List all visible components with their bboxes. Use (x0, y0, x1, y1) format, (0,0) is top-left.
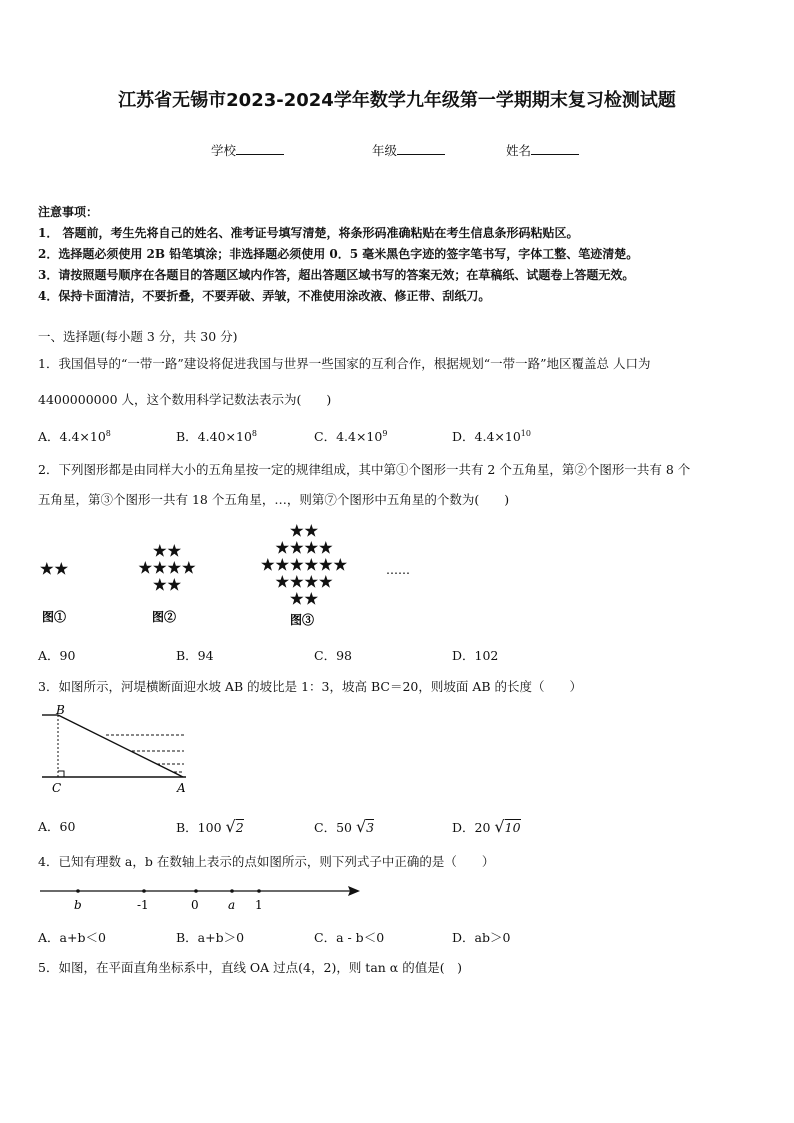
q1-option-d[interactable]: D．$4.4\times 10^{10}$ (452, 428, 531, 444)
star-icon (276, 558, 289, 571)
star-icon (55, 562, 68, 575)
star-icon (305, 541, 318, 554)
school-label: 学校 (211, 143, 237, 158)
q4-option-d[interactable]: D．ab＞0 (452, 930, 511, 945)
q4-option-c[interactable]: C．a - b＜0 (314, 930, 385, 945)
notes-heading: 注意事项： (38, 205, 99, 219)
star-icon (153, 561, 166, 574)
q2-option-b[interactable]: B．94 (176, 648, 214, 663)
axis-label-1: 1 (255, 898, 263, 912)
star-icon (305, 575, 318, 588)
label-a: A (177, 781, 186, 795)
star-icon (319, 558, 332, 571)
name-field (506, 141, 579, 159)
slope-diagram (36, 704, 196, 798)
star-icon (276, 541, 289, 554)
name-label: 姓名 (506, 143, 532, 158)
q1-option-c[interactable]: C．$4.4\times 10^9$ (314, 428, 388, 444)
q1-text-2: 4400000000 人，这个数用科学记数法表示为( ) (38, 392, 332, 407)
grade-label: 年级 (372, 143, 398, 158)
q4-text: 4．已知有理数 a，b 在数轴上表示的点如图所示，则下列式子中正确的是（ ） (38, 854, 495, 869)
q4-option-a[interactable]: A．a+b＜0 (38, 930, 106, 945)
star-icon (290, 541, 303, 554)
q4-option-b[interactable]: B．a+b＞0 (176, 930, 245, 945)
star-icon (261, 558, 274, 571)
school-field (211, 141, 284, 159)
axis-label-b: b (74, 898, 82, 912)
q3-option-a[interactable]: A．60 (38, 819, 76, 834)
axis-label-neg1: -1 (137, 898, 149, 912)
q2-option-a[interactable]: A．90 (38, 648, 76, 663)
q2-option-d[interactable]: D．102 (452, 648, 499, 663)
q1-text: 1．我国倡导的“一带一路”建设将促进我国与世界一些国家的互利合作，根据规划“一带一路”地区覆盖总 人口为 (38, 356, 651, 371)
note-item: 4．保持卡面清洁，不要折叠，不要弄破、弄皱，不准使用涂改液、修正带、刮纸刀。 (38, 289, 491, 303)
star-icon (305, 558, 318, 571)
note-item: 3．请按照题号顺序在各题目的答题区域内作答，超出答题区域书写的答案无效；在草稿纸、试题卷上答题无效。 (38, 268, 635, 282)
q2-option-c[interactable]: C．98 (314, 648, 352, 663)
name-blank[interactable] (531, 142, 579, 155)
figure-2-stars (139, 544, 196, 591)
axis-label-a: a (228, 898, 236, 912)
star-icon (40, 562, 53, 575)
star-icon (153, 578, 166, 591)
fig-label-3: 图③ (290, 613, 315, 627)
star-icon (276, 575, 289, 588)
star-icon (290, 575, 303, 588)
grade-blank[interactable] (397, 142, 445, 155)
label-c: C (52, 781, 62, 795)
label-b: B (56, 704, 65, 717)
q5-text: 5．如图，在平面直角坐标系中，直线 OA 过点(4，2)，则 tan α 的值是( ) (38, 960, 462, 975)
star-icon (319, 575, 332, 588)
q1-option-a[interactable]: A．$4.4\times 10^8$ (38, 428, 111, 444)
q3-text: 3．如图所示，河堤横断面迎水坡 AB 的坡比是 1：3，坡高 BC＝20，则坡面 AB 的长度（ ） (38, 679, 583, 694)
q1-option-b[interactable]: B．$4.40\times 10^8$ (176, 428, 257, 444)
star-icon (319, 541, 332, 554)
star-icon (334, 558, 347, 571)
ellipsis: …… (386, 563, 410, 577)
star-icon (290, 558, 303, 571)
star-icon (153, 544, 166, 557)
star-icon (305, 592, 318, 605)
grade-field (372, 141, 445, 159)
figure-1-stars (40, 562, 68, 575)
figure-3-stars (261, 524, 347, 605)
school-blank[interactable] (236, 142, 284, 155)
q3-option-d[interactable]: D．20 √10 (452, 817, 521, 836)
axis-label-0: 0 (191, 898, 199, 912)
q2-text-2: 五角星，第③个图形一共有 18 个五角星，…，则第⑦个图形中五角星的个数为( ) (38, 492, 510, 507)
star-icon (290, 524, 303, 537)
note-item: 2．选择题必须使用 2B 铅笔填涂；非选择题必须使用 0．5 毫米黑色字迹的签字笔书写，字体工整、笔迹清楚。 (38, 247, 639, 261)
q2-text: 2．下列图形都是由同样大小的五角星按一定的规律组成，其中第①个图形一共有 2 个五角星，第②个图形一共有 8 个 (38, 462, 691, 477)
star-icon (168, 578, 181, 591)
star-icon (182, 561, 195, 574)
star-icon (305, 524, 318, 537)
fig-label-2: 图② (152, 610, 177, 624)
q3-option-c[interactable]: C．50 √3 (314, 817, 375, 836)
star-icon (139, 561, 152, 574)
page-title: 江苏省无锡市2023-2024学年数学九年级第一学期期末复习检测试题 (118, 90, 676, 111)
number-line (38, 880, 368, 914)
star-icon (168, 561, 181, 574)
q3-option-b[interactable]: B．100 √2 (176, 817, 244, 836)
fig-label-1: 图① (42, 610, 67, 624)
note-item: 1． 答题前，考生先将自己的姓名、准考证号填写清楚，将条形码准确粘贴在考生信息条形码粘贴区。 (38, 226, 579, 240)
star-figures (30, 520, 450, 632)
star-icon (290, 592, 303, 605)
section-heading: 一、选择题(每小题 3 分，共 30 分) (38, 329, 238, 344)
star-icon (168, 544, 181, 557)
